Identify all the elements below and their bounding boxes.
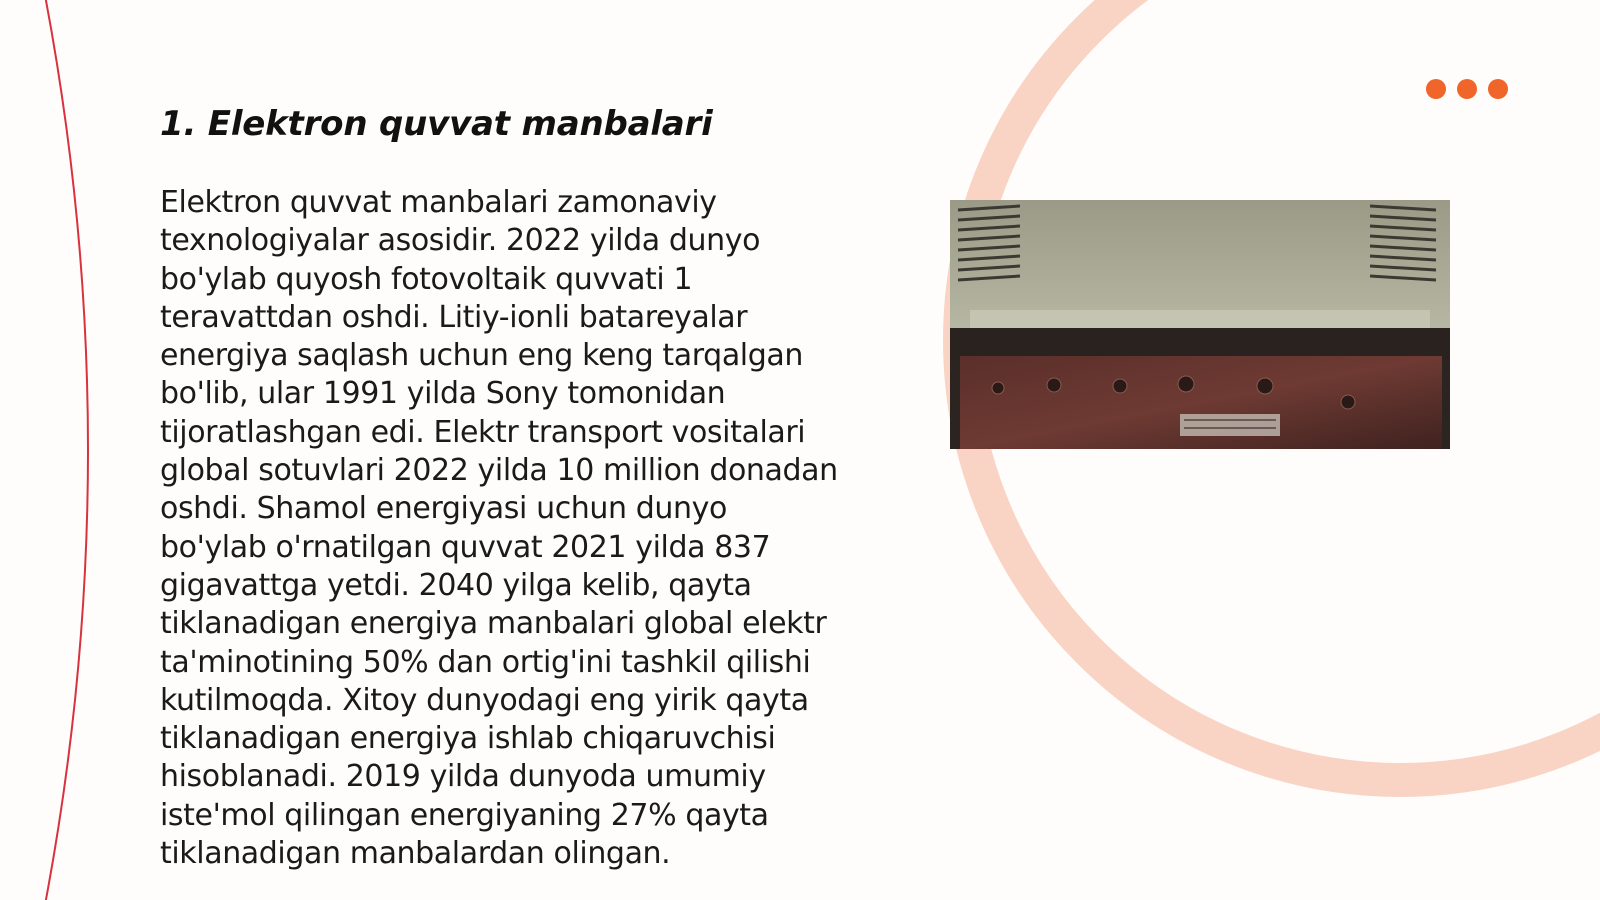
left-red-arc (44, 0, 88, 900)
dot (1426, 79, 1446, 99)
slide-body-text: Elektron quvvat manbalari zamonaviy texnologiyalar asosidir. 2022 yilda dunyo bo'ylab quyosh fotovoltaik quvvati 1 teravattdan oshdi. Litiy-ionli batareyalar energiya saqlash uchun eng keng tarqalgan bo'lib, ular 1991 yilda Sony tomonidan tijoratlashgan edi. Elektr transport vositalari global sotuvlari 2022 yilda 10 million donadan oshdi. Shamol energiyasi uchun dunyo bo'ylab o'rnatilgan quvvat 2021 yilda 837 gigavattga yetdi. 2040 yilga kelib, qayta tiklanadigan energiya manbalari global elektr ta'minotining 50% dan ortig'ini tashkil qilishi kutilmoqda. Xitoy dunyodagi eng yirik qayta tiklanadigan energiya ishlab chiqaruvchisi hisoblanadi. 2019 yilda dunyoda umumiy iste'mol qilingan energiyaning 27% qayta tiklanadigan manbalardan olingan. (160, 185, 838, 872)
slide-title: 1. Elektron quvvat manbalari (160, 104, 713, 144)
power-supply-photo (950, 200, 1450, 449)
more-dots-icon[interactable] (1426, 79, 1508, 99)
dot (1457, 79, 1477, 99)
dot (1488, 79, 1508, 99)
